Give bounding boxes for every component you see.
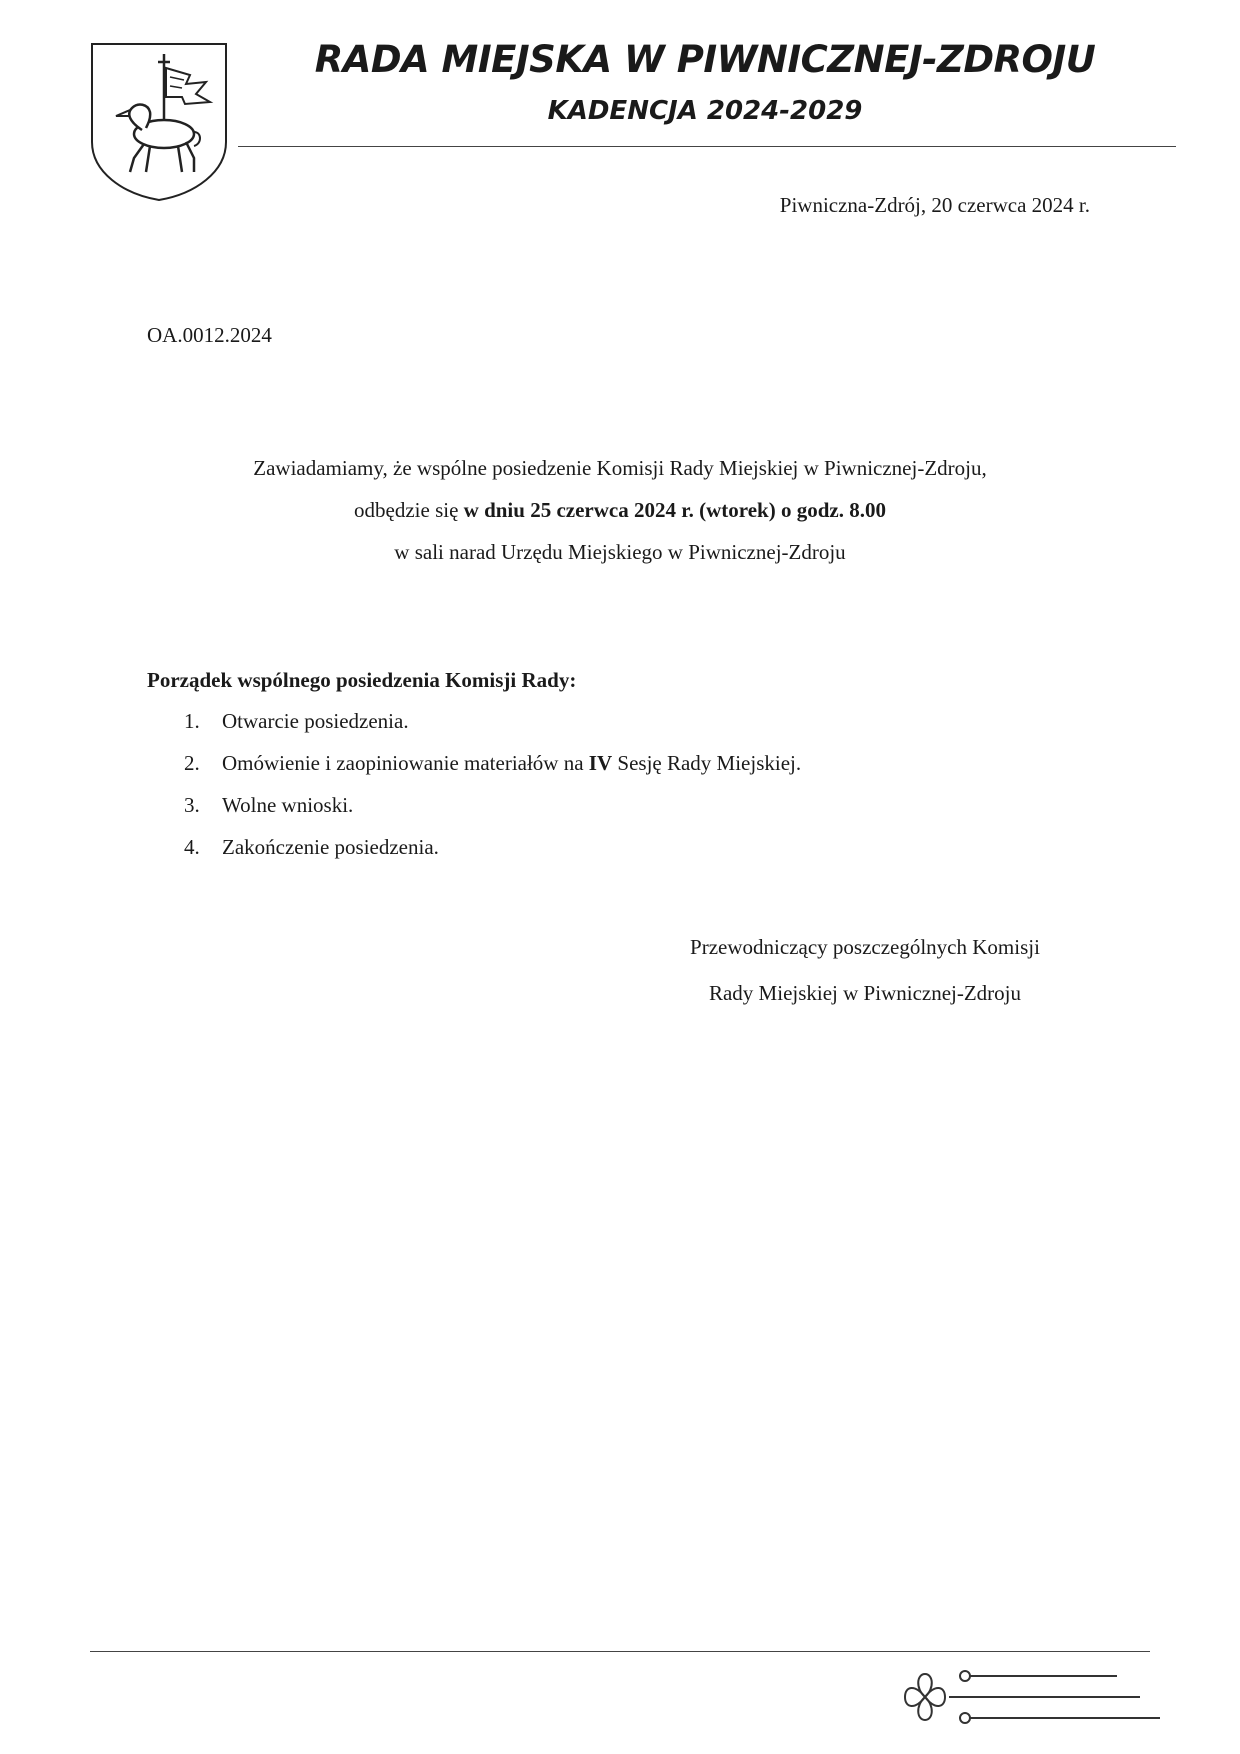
reference-number: OA.0012.2024 <box>147 323 272 347</box>
agenda-item-text: Otwarcie posiedzenia. <box>222 709 409 733</box>
agenda-item <box>184 706 801 748</box>
decorative-flourish-icon <box>895 1664 1170 1730</box>
agenda-item-text: Omówienie i zaopiniowanie materiałów na <box>222 751 584 775</box>
agenda-item <box>184 832 801 874</box>
meeting-date-time: w dniu 25 czerwca 2024 r. (wtorek) o godz. 8.00 <box>463 498 886 522</box>
signature-line-1: Przewodniczący poszczególnych Komisji <box>690 935 1040 959</box>
signature-line-2: Rady Miejskiej w Piwnicznej-Zdroju <box>708 981 1022 1005</box>
agenda-item-number: 1. <box>184 709 200 733</box>
meeting-notice <box>0 447 1240 573</box>
lamb-with-banner-crest-icon <box>90 42 228 202</box>
agenda-title: Porządek wspólnego posiedzenia Komisji Rady: <box>147 668 577 692</box>
agenda-item-text: Zakończenie posiedzenia. <box>222 835 439 859</box>
header-divider <box>238 146 1176 147</box>
agenda-item-text: Wolne wnioski. <box>222 793 354 817</box>
agenda-list <box>184 706 801 874</box>
notice-line-1: Zawiadamiamy, że wspólne posiedzenie Komisji Rady Miejskiej w Piwnicznej-Zdroju, <box>253 456 987 480</box>
agenda-item-number: 2. <box>184 751 200 775</box>
session-number: IV <box>588 751 613 775</box>
term-subheading: KADENCJA 2024-2029 <box>547 96 863 126</box>
footer-divider <box>90 1651 1150 1652</box>
agenda-item-number: 3. <box>184 793 200 817</box>
notice-line-3: w sali narad Urzędu Miejskiego w Piwnicznej-Zdroju <box>394 540 846 564</box>
agenda-item <box>184 790 801 832</box>
signature-block <box>640 924 1090 1016</box>
agenda-item-text-end: Sesję Rady Miejskiej. <box>617 751 802 775</box>
notice-line-2-prefix: odbędzie się <box>354 498 459 522</box>
agenda-item-number: 4. <box>184 835 200 859</box>
place-and-date: Piwniczna-Zdrój, 20 czerwca 2024 r. <box>779 193 1090 217</box>
agenda-item <box>184 748 801 790</box>
council-name-heading: RADA MIEJSKA W PIWNICZNEJ-ZDROJU <box>314 38 1096 81</box>
notice-line-2 <box>0 489 1240 531</box>
